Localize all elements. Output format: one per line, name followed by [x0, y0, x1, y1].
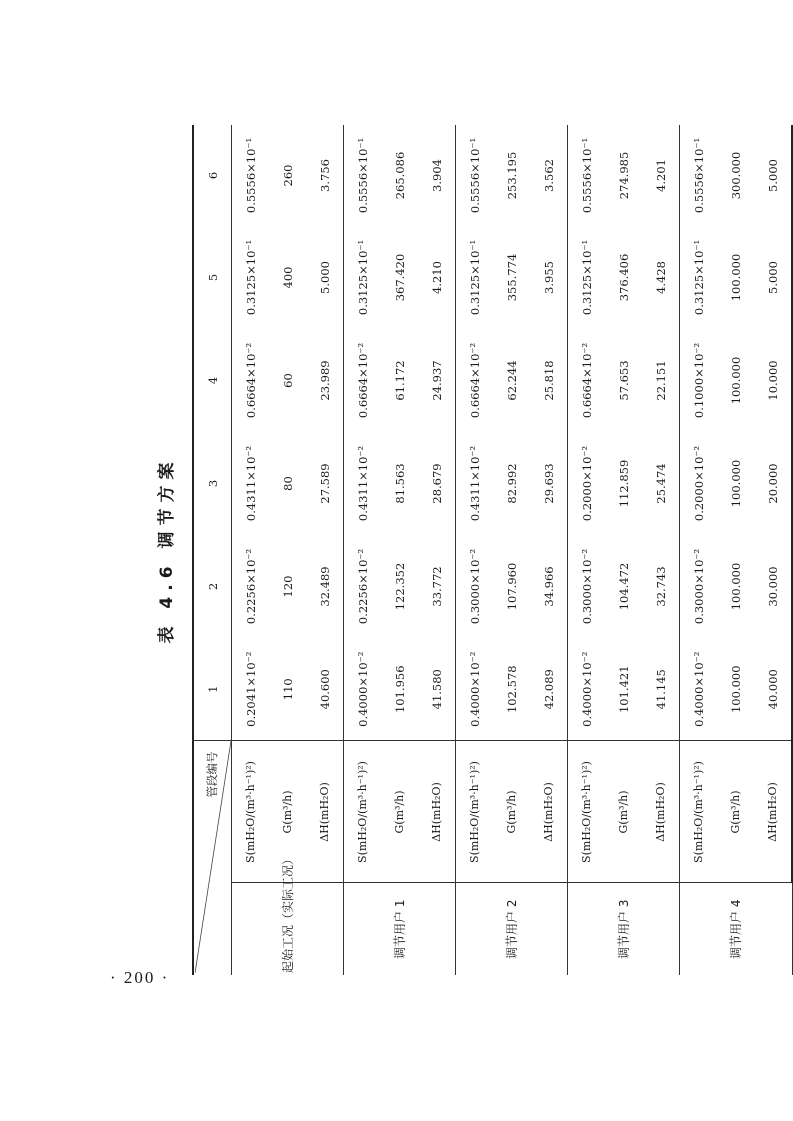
table-row — [269, 125, 306, 975]
value-cell: 100.000 — [728, 253, 743, 302]
value-cell: 82.992 — [504, 463, 519, 504]
value-cell: 122.352 — [392, 562, 407, 611]
parameter-label: ΔH(mH₂O) — [306, 741, 344, 883]
regulation-scheme-table — [192, 125, 793, 975]
value-cell: 0.4000×10⁻² — [456, 638, 494, 741]
value-cell: 3.955 — [541, 261, 556, 294]
column-header: 6 — [193, 125, 232, 226]
parameter-label: S(mH₂O/(m³·h⁻¹)²) — [568, 741, 606, 883]
column-header: 5 — [193, 226, 232, 329]
value-cell: 107.960 — [504, 562, 519, 611]
value-cell: 0.3000×10⁻² — [680, 535, 718, 638]
value-cell: 60 — [280, 373, 295, 388]
value-cell: 20.000 — [754, 432, 792, 535]
value-cell: 28.679 — [429, 463, 444, 504]
value-cell: 5.000 — [317, 261, 332, 294]
value-cell: 0.4000×10⁻² — [680, 638, 718, 741]
page-number: · 200 · — [110, 968, 170, 987]
value-cell: 100.000 — [728, 356, 743, 405]
value-cell: 40.600 — [317, 669, 332, 710]
value-cell: 253.195 — [504, 151, 519, 200]
table-row — [306, 125, 344, 975]
table-row — [381, 125, 418, 975]
table-row — [493, 125, 530, 975]
parameter-label: S(mH₂O/(m³·h⁻¹)²) — [344, 741, 382, 883]
value-cell: 10.000 — [754, 329, 792, 432]
value-cell: 0.3125×10⁻¹ — [568, 226, 606, 329]
table-row — [605, 125, 642, 975]
table-row — [418, 125, 456, 975]
value-cell: 0.2000×10⁻² — [680, 432, 718, 535]
value-cell: 355.774 — [504, 253, 519, 302]
value-cell: 0.2000×10⁻² — [568, 432, 606, 535]
value-cell: 0.4311×10⁻² — [456, 432, 494, 535]
value-cell: 274.985 — [616, 151, 631, 200]
value-cell: 62.244 — [504, 360, 519, 401]
value-cell: 104.472 — [616, 562, 631, 611]
value-cell: 0.3125×10⁻¹ — [232, 226, 270, 329]
value-cell: 32.489 — [317, 566, 332, 607]
value-cell: 102.578 — [504, 665, 519, 714]
value-cell: 0.3000×10⁻² — [568, 535, 606, 638]
value-cell: 0.4000×10⁻² — [344, 638, 382, 741]
column-header: 1 — [193, 638, 232, 741]
value-cell: 25.818 — [541, 360, 556, 401]
value-cell: 0.4000×10⁻² — [568, 638, 606, 741]
table-row — [717, 125, 754, 975]
table-caption: 表 4.6 调节方案 — [157, 456, 177, 644]
table-row — [344, 125, 382, 975]
table-body — [232, 125, 793, 975]
value-cell: 0.5556×10⁻¹ — [568, 125, 606, 226]
parameter-label: S(mH₂O/(m³·h⁻¹)²) — [232, 741, 270, 883]
table-row — [530, 125, 568, 975]
table-header-row — [193, 125, 232, 975]
value-cell: 22.151 — [653, 360, 668, 401]
value-cell: 5.000 — [754, 125, 792, 226]
parameter-label: G(m³/h) — [493, 741, 530, 883]
value-cell: 0.4311×10⁻² — [232, 432, 270, 535]
parameter-label: G(m³/h) — [717, 741, 754, 883]
value-cell: 0.3125×10⁻¹ — [680, 226, 718, 329]
value-cell: 42.089 — [541, 669, 556, 710]
column-header: 4 — [193, 329, 232, 432]
value-cell: 120 — [280, 575, 295, 598]
value-cell: 400 — [280, 266, 295, 289]
value-cell: 0.1000×10⁻² — [680, 329, 718, 432]
parameter-label: ΔH(mH₂O) — [530, 741, 568, 883]
value-cell: 3.904 — [429, 159, 444, 192]
table-row — [754, 125, 792, 975]
value-cell: 57.653 — [616, 360, 631, 401]
table-row — [680, 125, 718, 975]
value-cell: 265.086 — [392, 151, 407, 200]
value-cell: 30.000 — [754, 535, 792, 638]
value-cell: 100.000 — [728, 665, 743, 714]
value-cell: 0.5556×10⁻¹ — [344, 125, 382, 226]
parameter-label: S(mH₂O/(m³·h⁻¹)²) — [456, 741, 494, 883]
value-cell: 32.743 — [653, 566, 668, 607]
value-cell: 40.000 — [754, 638, 792, 741]
value-cell: 0.3125×10⁻¹ — [344, 226, 382, 329]
value-cell: 0.5556×10⁻¹ — [232, 125, 270, 226]
value-cell: 3.562 — [541, 159, 556, 192]
table-row — [232, 125, 270, 975]
value-cell: 0.5556×10⁻¹ — [456, 125, 494, 226]
value-cell: 25.474 — [653, 463, 668, 504]
value-cell: 0.5556×10⁻¹ — [680, 125, 718, 226]
value-cell: 33.772 — [429, 566, 444, 607]
value-cell: 3.756 — [317, 159, 332, 192]
parameter-label: ΔH(mH₂O) — [418, 741, 456, 883]
table-row — [568, 125, 606, 975]
value-cell: 112.859 — [616, 459, 631, 508]
value-cell: 29.693 — [541, 463, 556, 504]
value-cell: 0.6664×10⁻² — [456, 329, 494, 432]
value-cell: 100.000 — [728, 562, 743, 611]
value-cell: 0.3125×10⁻¹ — [456, 226, 494, 329]
value-cell: 61.172 — [392, 360, 407, 401]
value-cell: 4.201 — [653, 159, 668, 192]
value-cell: 110 — [280, 678, 295, 701]
group-label: 调节用户 1 — [344, 883, 456, 975]
value-cell: 0.2041×10⁻² — [232, 638, 270, 741]
value-cell: 0.2256×10⁻² — [232, 535, 270, 638]
value-cell: 41.145 — [653, 669, 668, 710]
value-cell: 100.000 — [728, 459, 743, 508]
value-cell: 0.6664×10⁻² — [568, 329, 606, 432]
table-rotator — [150, 125, 780, 975]
value-cell: 101.421 — [616, 665, 631, 714]
value-cell: 376.406 — [616, 253, 631, 302]
parameter-label: G(m³/h) — [605, 741, 642, 883]
column-header: 3 — [193, 432, 232, 535]
parameter-label: ΔH(mH₂O) — [754, 741, 792, 883]
table-row — [456, 125, 494, 975]
value-cell: 80 — [280, 476, 295, 491]
corner-label: 管段编号 — [204, 751, 219, 798]
value-cell: 24.937 — [429, 360, 444, 401]
value-cell: 0.3000×10⁻² — [456, 535, 494, 638]
value-cell: 0.6664×10⁻² — [344, 329, 382, 432]
group-label: 调节用户 4 — [680, 883, 793, 975]
group-label: 起始工况（实际工况） — [232, 883, 344, 975]
value-cell: 300.000 — [728, 151, 743, 200]
value-cell: 367.420 — [392, 253, 407, 302]
table-row — [642, 125, 680, 975]
value-cell: 4.210 — [429, 261, 444, 294]
value-cell: 0.6664×10⁻² — [232, 329, 270, 432]
value-cell: 81.563 — [392, 463, 407, 504]
parameter-label: G(m³/h) — [381, 741, 418, 883]
parameter-label: G(m³/h) — [269, 741, 306, 883]
value-cell: 34.966 — [541, 566, 556, 607]
column-header: 2 — [193, 535, 232, 638]
corner-header — [193, 741, 232, 975]
group-label: 调节用户 2 — [456, 883, 568, 975]
group-label: 调节用户 3 — [568, 883, 680, 975]
value-cell: 0.2256×10⁻² — [344, 535, 382, 638]
value-cell: 0.4311×10⁻² — [344, 432, 382, 535]
value-cell: 101.956 — [392, 665, 407, 714]
value-cell: 260 — [280, 164, 295, 187]
value-cell: 23.989 — [317, 360, 332, 401]
value-cell: 5.000 — [754, 226, 792, 329]
value-cell: 4.428 — [653, 261, 668, 294]
parameter-label: ΔH(mH₂O) — [642, 741, 680, 883]
parameter-label: S(mH₂O/(m³·h⁻¹)²) — [680, 741, 718, 883]
value-cell: 41.580 — [429, 669, 444, 710]
value-cell: 27.589 — [317, 463, 332, 504]
